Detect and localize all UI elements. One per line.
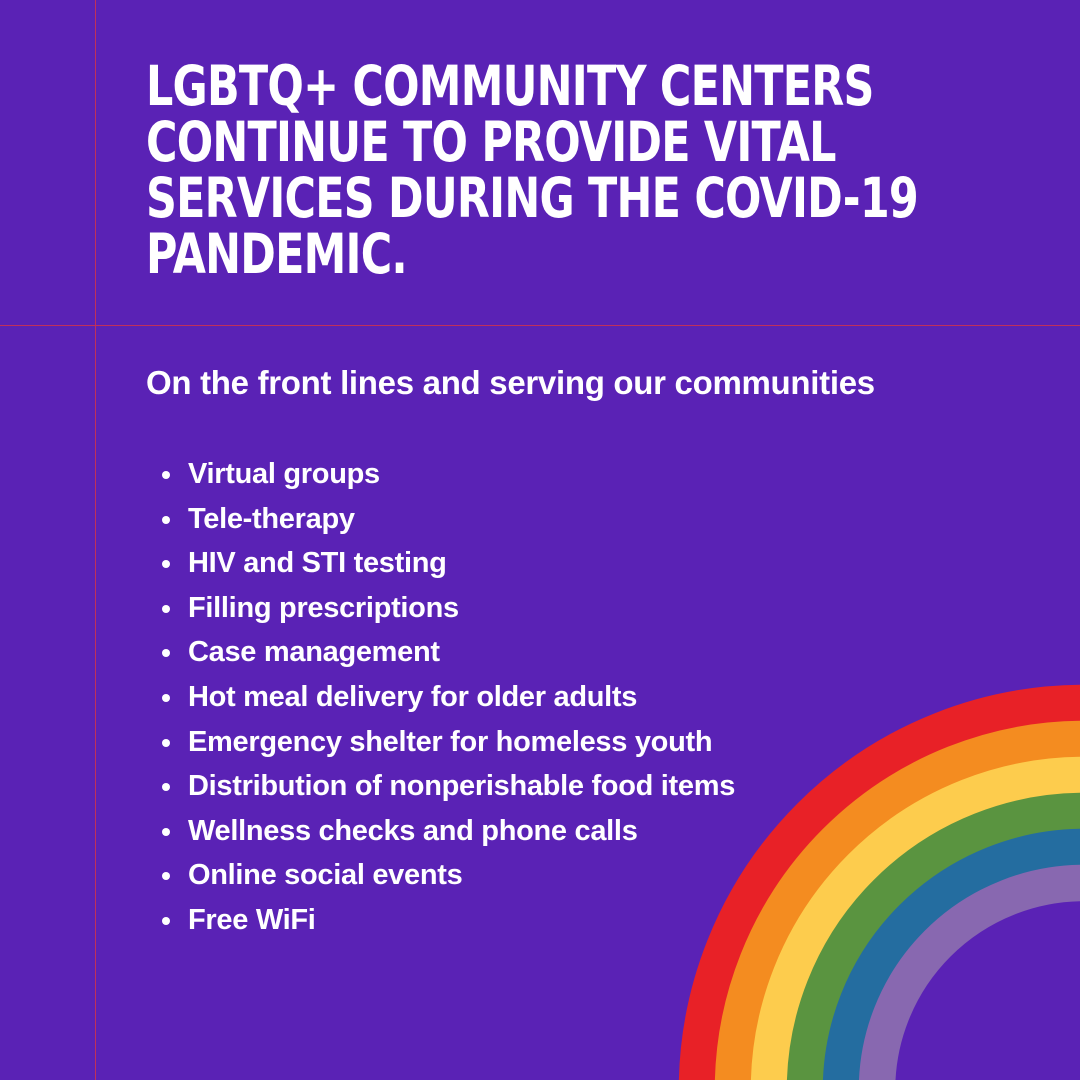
bullet-icon bbox=[162, 649, 170, 657]
service-label: Online social events bbox=[188, 859, 463, 892]
subheading: On the front lines and serving our communities bbox=[146, 364, 875, 401]
service-label: Filling prescriptions bbox=[188, 591, 459, 624]
list-item bbox=[146, 898, 735, 943]
rainbow-band-blue bbox=[841, 847, 1080, 1080]
bullet-icon bbox=[162, 471, 170, 479]
vertical-guide-line bbox=[95, 0, 96, 1080]
bullet-icon bbox=[162, 828, 170, 836]
service-label: Virtual groups bbox=[188, 458, 380, 490]
service-label: HIV and STI testing bbox=[188, 547, 447, 580]
horizontal-guide-line bbox=[0, 325, 1080, 326]
service-label: Case management bbox=[188, 636, 440, 669]
service-label: Emergency shelter for homeless youth bbox=[188, 725, 713, 758]
bullet-icon bbox=[162, 783, 170, 791]
list-item bbox=[146, 630, 735, 675]
service-label: Tele-therapy bbox=[188, 502, 355, 535]
list-item bbox=[146, 541, 735, 586]
bullet-icon bbox=[162, 560, 170, 568]
service-label: Hot meal delivery for older adults bbox=[188, 680, 638, 713]
list-item bbox=[146, 452, 735, 497]
bullet-icon bbox=[162, 739, 170, 747]
service-label: Wellness checks and phone calls bbox=[188, 814, 638, 847]
bullet-icon bbox=[162, 605, 170, 613]
services-list bbox=[146, 452, 735, 943]
rainbow-band-violet bbox=[877, 883, 1080, 1080]
list-item bbox=[146, 675, 735, 720]
bullet-icon bbox=[162, 917, 170, 925]
list-item bbox=[146, 497, 735, 542]
headline: LGBTQ+ COMMUNITY CENTERS CONTINUE TO PROVIDE VITAL SERVICES DURING THE COVID-19 PANDEMIC. bbox=[146, 54, 918, 286]
service-label: Free WiFi bbox=[188, 903, 316, 936]
list-item bbox=[146, 809, 735, 854]
list-item bbox=[146, 764, 735, 809]
list-item bbox=[146, 720, 735, 765]
bullet-icon bbox=[162, 872, 170, 880]
list-item bbox=[146, 853, 735, 898]
service-label: Distribution of nonperishable food items bbox=[188, 770, 736, 803]
rainbow-band-red bbox=[697, 703, 1080, 1080]
rainbow-band-green bbox=[805, 811, 1080, 1080]
list-item bbox=[146, 586, 735, 631]
rainbow-band-yellow bbox=[769, 775, 1080, 1080]
bullet-icon bbox=[162, 516, 170, 524]
rainbow-band-orange bbox=[733, 739, 1080, 1080]
bullet-icon bbox=[162, 694, 170, 702]
